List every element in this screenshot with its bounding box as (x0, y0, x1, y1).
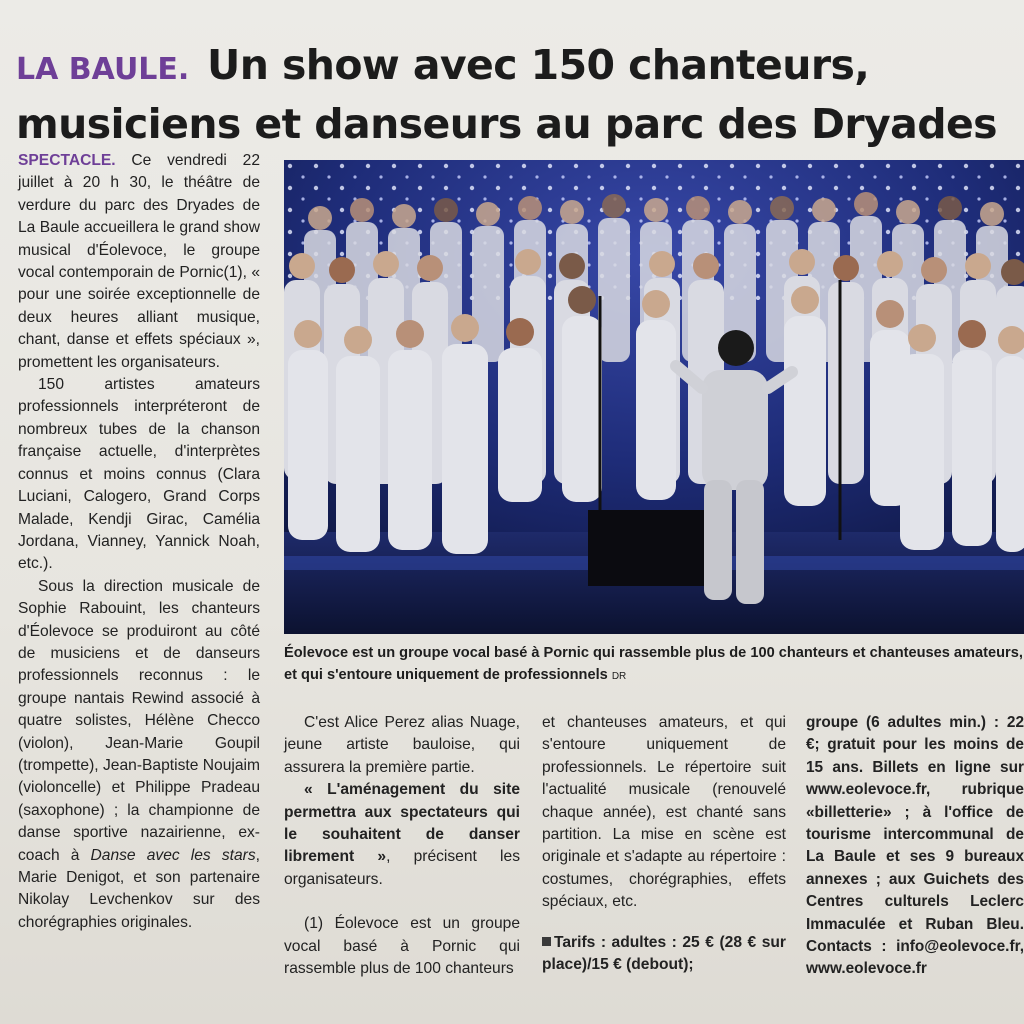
article-column-3 (542, 712, 786, 976)
spacer (542, 914, 786, 932)
photo-credit: DR (611, 671, 627, 682)
direction-text-b: , Marie Denigot, et son partenaire Nikolay Levchenkov sur des chorégraphies originales. (18, 846, 260, 931)
article-column-2 (284, 712, 520, 980)
headline-kicker: LA BAULE. (16, 52, 190, 87)
paragraph-artists: 150 artistes amateurs professionnels interpréteront de nombreux tubes de la chanson française actuelle, d'interprètes connus et moins connus (Clara Luciani, Calogero, Grand Corps Malade, Kendji Girac, Camélia Jordana, Vianney, Yannick Noah, etc.). (18, 376, 260, 573)
show-title: Danse avec les stars (90, 846, 256, 864)
headline-line-2: musiciens et danseurs au parc des Dryades (16, 100, 997, 148)
organisers-quote: « L'aménagement du site permettra aux spectateurs qui le souhaitent de danser librement » (284, 781, 520, 866)
headline-line-1: Un show avec 150 chanteurs, (207, 41, 870, 89)
intro-text: Ce vendredi 22 juillet à 20 h 30, le théâtre de verdure du parc des Dryades de La Baule accueillera le grand show musical d'Éolevoce, le groupe vocal contemporain de Pornic(1), « pour une soirée exceptionnelle de deux heures alliant musique, chant, danse et effets spéciaux », promettent les organisateurs. (18, 152, 260, 371)
caption-text: Éolevoce est un groupe vocal basé à Pornic qui rassemble plus de 100 chanteurs et chanteuses amateurs, et qui s'entoure uniquement de professionnels (284, 645, 1023, 683)
paragraph-tickets: groupe (6 adultes min.) : 22 €; gratuit pour les moins de 15 ans. Billets en ligne sur www.eolevoce.fr, rubrique «billetterie» ; à l'office de tourisme intercommunal de La Baule et ses 9 bureaux annexes ; aux Guichets des Centres culturels Leclerc Immaculée et Ruban Bleu. Contacts : info@eolevoce.fr, www.eolevoce.fr (806, 714, 1024, 978)
paragraph-first-part: C'est Alice Perez alias Nuage, jeune artiste bauloise, qui assurera la première partie. (284, 714, 520, 776)
paragraph-quote (284, 779, 520, 891)
footnote: (1) Éolevoce est un groupe vocal basé à Pornic qui rassemble plus de 100 chanteurs (284, 915, 520, 978)
paragraph-direction (18, 576, 260, 935)
direction-text-a: Sous la direction musicale de Sophie Rabouint, les chanteurs d'Éolevoce se produiront au côté de musiciens et de danseurs professionnels reconnus : le groupe nantais Rewind associé à quatre solistes, Hélène Checco (violon), Jean-Marie Goupil (trompette), Jean-Baptiste Noujaim (violoncelle) et Philippe Pradeau (saxophone) ; la championne de danse sportive nazairienne, ex-coach à (18, 577, 260, 864)
paragraph-tarifs (542, 932, 786, 977)
paragraph-repertoire: et chanteuses amateurs, et qui s'entoure uniquement de professionnels. Le répertoire suit l'actualité musicale (renouvelé chaque année), est chanté sans partition. La mise en scène est originale et s'adapte au répertoire : costumes, chorégraphies, effets spéciaux, etc. (542, 714, 786, 911)
choir-photo (284, 160, 1024, 634)
section-lead: SPECTACLE. (18, 152, 116, 169)
paragraph-intro (18, 150, 260, 374)
headline (16, 38, 1016, 151)
tarifs-text: Tarifs : adultes : 25 € (28 € sur place)/15 € (debout); (542, 933, 786, 974)
choir-stage-illustration (284, 160, 1024, 634)
bullet-square-icon (542, 937, 551, 946)
photo-caption (284, 642, 1024, 688)
article-column-4 (806, 712, 1024, 981)
quote-attribution: , précisent les organisateurs. (284, 848, 520, 888)
spacer (284, 891, 520, 913)
article-column-1 (18, 150, 260, 934)
